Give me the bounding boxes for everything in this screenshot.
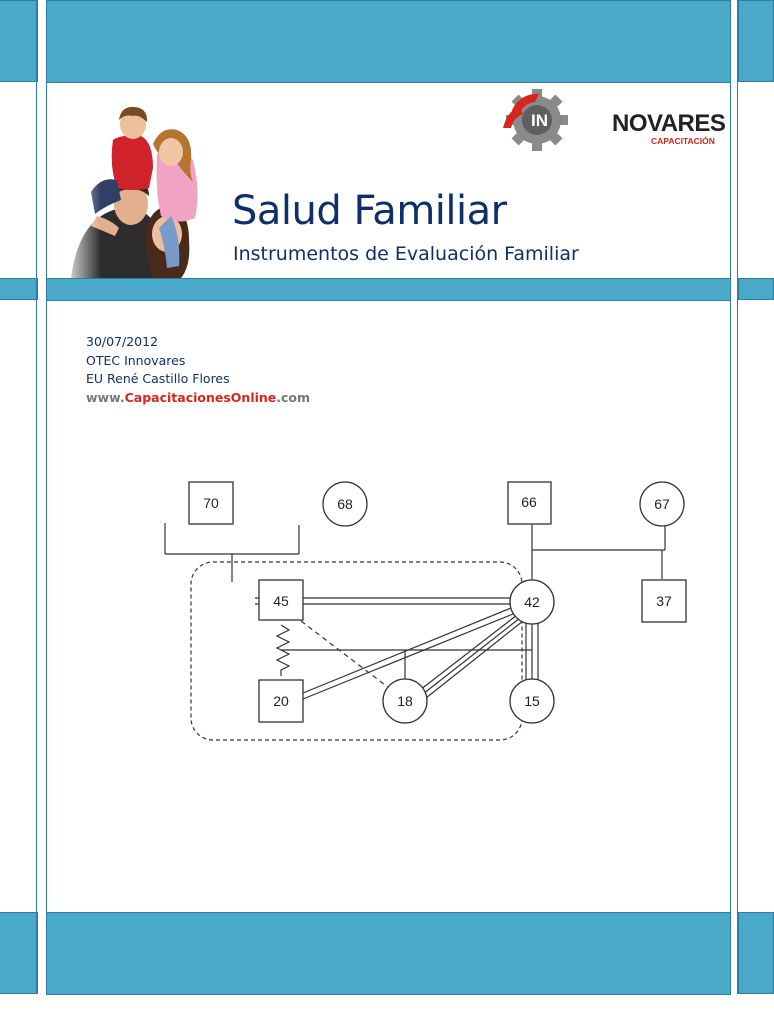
- right-page-band-top: [738, 0, 774, 82]
- logo-badge-text: IN: [531, 111, 548, 130]
- household-boundary: [191, 562, 522, 740]
- logo-subtext: CAPACITACIÓN: [651, 136, 715, 146]
- label-18: 18: [397, 693, 413, 709]
- label-67: 67: [654, 496, 670, 512]
- label-70: 70: [203, 495, 219, 511]
- footer-band: [47, 912, 730, 995]
- right-page-edge: [737, 0, 738, 994]
- right-page-band-bottom: [738, 912, 774, 994]
- left-page-band-mid: [0, 278, 38, 300]
- left-page-band-bottom: [0, 912, 38, 994]
- label-45: 45: [273, 593, 289, 609]
- genogram-diagram: [135, 470, 672, 760]
- header-band: [47, 0, 730, 83]
- label-42: 42: [524, 594, 540, 610]
- left-page-edge: [36, 0, 37, 994]
- website-name: CapacitacionesOnline: [124, 389, 277, 405]
- label-66: 66: [521, 494, 537, 510]
- meta-organization: OTEC Innovares: [86, 352, 186, 368]
- meta-author: EU René Castillo Flores: [86, 371, 230, 386]
- divider-band: [47, 278, 730, 301]
- right-page-band-mid: [738, 278, 774, 300]
- document-title: Salud Familiar: [232, 188, 507, 234]
- document-page: [46, 0, 731, 995]
- meta-date: 30/07/2012: [86, 334, 159, 349]
- family-photo: [61, 96, 221, 278]
- label-37: 37: [656, 593, 672, 609]
- website-suffix: .com: [276, 389, 311, 405]
- label-15: 15: [524, 693, 540, 709]
- innovares-logo-icon: [503, 90, 623, 150]
- website-prefix: www.: [86, 389, 125, 405]
- label-20: 20: [273, 693, 289, 709]
- label-68: 68: [337, 496, 353, 512]
- left-page-band-top: [0, 0, 38, 82]
- document-meta: [86, 333, 310, 407]
- logo-wordmark: NOVARES: [612, 110, 726, 137]
- meta-website[interactable]: [86, 389, 310, 408]
- document-subtitle: Instrumentos de Evaluación Familiar: [233, 243, 579, 265]
